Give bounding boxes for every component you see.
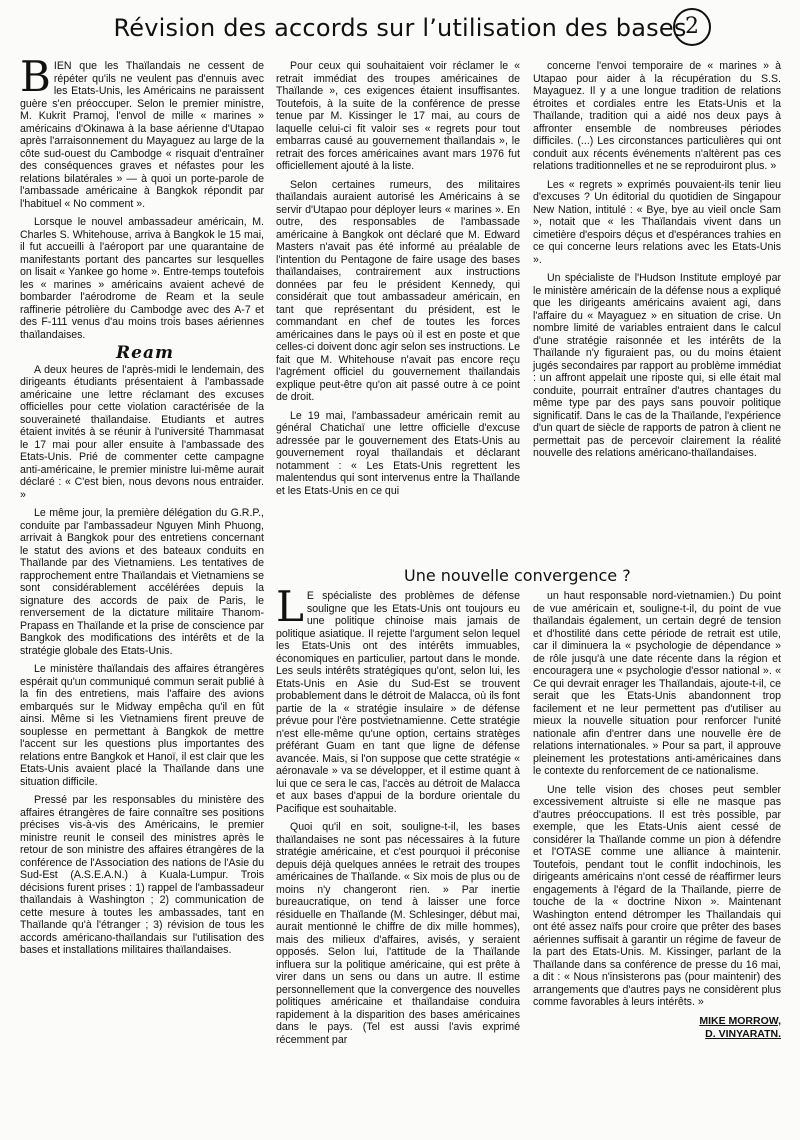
paragraph — [20, 52, 264, 210]
page-number-mark: 2 — [673, 8, 711, 46]
paragraph: Un spécialiste de l'Hudson Institute employé par le ministère américain de la défense nous a expliqué que les dirigeants américains avaient agi, dans l'affaire du « Mayaguez » en situation de crise. Un nombre limité de variables entraient dans le calcul d'une stratégie raisonnée et les intérêts de la Thaïlande n'y figuraient pas, ou du moins étaient jugés secondaires par rapport au problème immédiat : un affront appelait une riposte qui, si elle était mal conduite, pourrait entraîner d'autres chantages du même type par des pays sans pouvoir politique significatif. Dans le cas de la Thaïlande, l'expérience d'un quart de siècle de rapports de patron à client ne permettait pas de percevoir clairement la réalité nouvelle des relations américano-thaïlandaises. — [533, 272, 781, 459]
author-1: MIKE MORROW, — [699, 1014, 781, 1027]
column-2-lower — [276, 582, 520, 1052]
paragraph: Pressé par les responsables du ministère des affaires étrangères de faire connaître ses positions précises vis-à-vis des Américains, le premier ministre reunit le conseil des ministres après le retour de son ministre des affaires étrangères de la conférence de l'Association des nations de l'Asie du Sud-Est (A.S.E.A.N.) à Kuala-Lumpur. Trois décisions furent prises : 1) rappel de l'ambassadeur thaïlandais à Washington ; 2) communication de cette mesure à toutes les ambassades, tant en Thaïlande qu'à l'étranger ; 3) révision de tous les accords américano-thaïlandais sur l'utilisation des bases et installations militaires thaïlandaises. — [20, 794, 264, 956]
paragraph: Quoi qu'il en soit, souligne-t-il, les bases thaïlandaises ne sont pas nécessaires à la future stratégie américaine, et c'est pourquoi il préconise depuis déjà quelques années le retrait des troupes américaines de Thaïlande. « Six mois de plus ou de moins n'y changeront rien. » Par inertie bureaucratique, on tend à laisser une force résiduelle en Thaïlande (M. Schlesinger, début mai, aurait mentionné le chiffre de dix mille hommes), mais des milieux d'affaires, avisés, y seraient opposés. Selon lui, l'attitude de la Thaïlande influera sur la politique américaine, qui est prête à virer dans un sens ou dans un autre. Il estime personnellement que la convergence des nouvelles politiques américaine et thaïlandaise conduira rapidement à la disparition des bases américaines dans le pays. (Tel est aussi l'avis exprimé récemment par — [276, 821, 520, 1046]
paragraph-text: E spécialiste des problèmes de défense souligne que les Etats-Unis ont toujours eu une politique chinoise mais jamais de politique asiatique. Il rejette l'argument selon lequel les Etats-Unis ont des intérêts immuables, économiques en particulier, partout dans le monde. Les seuls intérêts stratégiques qu'ont, selon lui, les Etats-Unis en Asie du Sud-Est se trouvent probablement dans le détroit de Malacca, où ils font partie de la « stratégie insulaire » de défense prévue pour l'ère postvietnamienne. Cette stratégie n'est elle-même qu'une option, certains stratèges préférant Guam en tant que ligne de défense avancée. Mais, si l'on suppose que cette stratégie « aéronavale » va se développer, et il estime quant à lui que ce sera le cas, l'accès au détroit de Malacca et aux bases d'appui de la bordure orientale du Pacifique est souhaitable. — [276, 590, 520, 815]
author-2: D. VINYARATN. — [705, 1027, 781, 1040]
column-2 — [276, 60, 520, 503]
drop-cap: L — [276, 582, 304, 631]
section-subheading: Une nouvelle convergence ? — [404, 566, 631, 585]
paragraph: Le 19 mai, l'ambassadeur américain remit au général Chatichaï une lettre officielle d'excuse adressée par le gouvernement des Etats-Unis au gouvernement royal thaïlandais et déclarant notamment : « Les Etats-Unis regrettent les malentendus qui sont intervenus entre la Thaïlande et les Etats-Unis en ce qui — [276, 409, 520, 497]
paragraph: un haut responsable nord-vietnamien.) Du point de vue américain et, souligne-t-il, du point de vue thaïlandais également, un certain degré de tension et d'hostilité dans cette période de retrait est utile, car il diminuera la « psychologie de dépendance » de rôle jusqu'à une date récente dans la région et encouragera une « psychologie d'essor national ». « Ce qui devrait enrager les Thaïlandais, ajoute-t-il, ce serait que les Etats-Unis abandonnent trop facilement et ne leur permettent pas d'utiliser au mieux la nouvelle situation pour renforcer l'unité nationale afin d'entrer dans une nouvelle ère de relations internationales. » Pour sa part, il approuve pleinement les protestations anti-américaines dans le contexte du renforcement de ce nationalisme. — [533, 590, 781, 777]
paragraph: A deux heures de l'après-midi le lendemain, des dirigeants étudiants présentaient à l'ambassade américaine une lettre réclamant des excuses officielles pour cette violation caractérisée de la souveraineté thaïlandaise. Etudiants et autres étaient invités à se réunir à l'université Thammasat le 17 mai pour aller ensuite à l'ambassade des Etats-Unis. Prié de commenter cette campagne anti-américaine, le premier ministre lui-même aurait déclaré : « C'est bien, nous devons nous entraider. » — [20, 363, 264, 501]
paragraph: Le ministère thaïlandais des affaires étrangères espérait qu'un communiqué commun serait publié à la fin des entretiens, mais l'affaire des avions embarqués sur le Midway empêcha qu'il en fût ainsi. Même si les Vietnamiens firent preuve de souplesse en permettant à Bangkok de mettre l'accent sur les questions plus importantes des relations entre Bangkok et Hanoï, il est clair que les Etats-Unis avaient placé la Thaïlande dans une situation difficile. — [20, 663, 264, 788]
paragraph: Selon certaines rumeurs, des militaires thaïlandais auraient autorisé les Américains à se servir d'Utapao pour déployer leurs « marines ». En outre, des responsables de l'ambassade américaine à Bangkok ont déclaré que M. Edward Masters n'avait pas été informé au préalable de l'intention du Pentagone de faire usage des bases thaïlandaises, contrairement aux instructions données par feu le président Kennedy, qui considérait que tout ambassadeur américain, en tant que représentant du président, est le commandant en chef de toutes les forces américaines dans le pays où il est en poste et que celles-ci doivent donc agir selon ses instructions. Le fait que M. Whitehouse n'avait pas encore reçu l'agrément officiel du gouvernement thaïlandais explique peut-être qu'on ait passé outre à ce point de droit. — [276, 178, 520, 403]
column-3-lower — [533, 590, 781, 1041]
column-3 — [533, 60, 781, 466]
paragraph: Le même jour, la première délégation du G.R.P., conduite par l'ambassadeur Nguyen Minh Phuong, arrivait à Bangkok pour des entretiens concernant le statut des avions et des bateaux conduits en Thaïlande par des Vietnamiens. Les tentatives de rapprochement entre Thaïlandais et Vietnamiens se sont considérablement accélérées depuis la signature des accords de paix de Paris, le renversement de la dictature militaire Thanom-Prapass en Thaïlande et la prise de conscience par Bangkok des modifications des intérêts et de la stratégie globale des Etats-Unis. — [20, 507, 264, 657]
paragraph: concerne l'envoi temporaire de « marines » à Utapao pour aider à la récupération du S.S. Mayaguez. Il y a une longue tradition de relations étroites et cordiales entre les Etats-Unis et la Thaïlande, tradition qui a aidé nos deux pays à affronter ensemble de nombreuses périodes difficiles. (...) Les circonstances particulières qui ont conduit aux récents événements n'altèrent pas ces relations traditionnelles et ne se reproduiront plus. » — [533, 60, 781, 172]
handwritten-note: Ream — [116, 343, 174, 363]
drop-cap: B — [20, 52, 51, 101]
paragraph: Les « regrets » exprimés pouvaient-ils tenir lieu d'excuses ? Un éditorial du quotidien de Singapour New Nation, intitulé : « Bye, bye au vieil oncle Sam », notait que « les Thaïlandais vivent dans un cimetière d'espoirs déçus et d'espérances trahies en ce qui concerne leurs relations avec les Etats-Unis ». — [533, 178, 781, 266]
paragraph: Une telle vision des choses peut sembler excessivement altruiste si elle ne masque pas d'autres préoccupations. Il est très possible, par exemple, que les Etats-Unis aient cessé de considérer la Thaïlande comme un pion à défendre et l'OTASE comme une alliance à maintenir. Toutefois, pendant tout le conflit indochinois, les dirigeants américains n'ont cessé de réaffirmer leurs engagements à l'égard de la Thaïlande, pierre de touche de la « doctrine Nixon ». Maintenant Washington entend détromper les Thaïlandais qui ont été assez naïfs pour croire que prêter des bases aériennes suffisait à garantir un régime de faveur de la part des Etats-Unis. M. Kissinger, parlant de la Thaïlande dans sa conférence de presse du 16 mai, a dit : « Nous n'insisterons pas (pour maintenir) des arrangements que d'autres pays ne considèrent plus comme favorables à leurs intérêts. » — [533, 783, 781, 1008]
paragraph — [276, 582, 520, 815]
article-title: Révision des accords sur l’utilisation des bases — [113, 14, 687, 42]
paragraph: Pour ceux qui souhaitaient voir réclamer le « retrait immédiat des troupes américaines de Thaïlande », ces exigences étaient insuffisantes. Toutefois, à la suite de la conférence de presse tenue par M. Kissinger le 17 mai, au cours de laquelle celui-ci fit valoir ses « regrets pour tout embarras causé au gouvernement thaïlandais », le retrait des forces américaines avant mars 1976 fut officiellement ajouté à la liste. — [276, 60, 520, 172]
paragraph-text: IEN que les Thaïlandais ne cessent de répéter qu'ils ne veulent pas d'ennuis avec les Etats-Unis, les Américains ne paraissent guère s'en préoccuper. Selon le premier ministre, M. Kukrit Pramoj, l'envol de mille « marines » américains d'Okinawa à la base aérienne d'Utapao après l'arraisonnement du Mayaguez au large de la côte sud-ouest du Cambodge « risquait d'entraîner des conséquences graves et néfastes pour les relations bilatérales » — à quoi un porte-parole de l'ambassade américaine à Bangkok répondit par l'habituel « No comment ». — [20, 60, 264, 210]
paragraph: Lorsque le nouvel ambassadeur américain, M. Charles S. Whitehouse, arriva à Bangkok le 15 mai, il fut accueilli à l'aéroport par une quarantaine de manifestants portant des pancartes sur lesquelles on lisait « Yankee go home ». Entre-temps toutefois les « marines » américains avaient achevé de bombarder l'aérodrome de Ream et la seule raffinerie pétrolière du Cambodge avec des A-7 et des F-111 venus d'au moins trois bases aériennes thaïlandaises. — [20, 216, 264, 341]
column-1 — [20, 52, 264, 963]
signature — [533, 1015, 781, 1041]
